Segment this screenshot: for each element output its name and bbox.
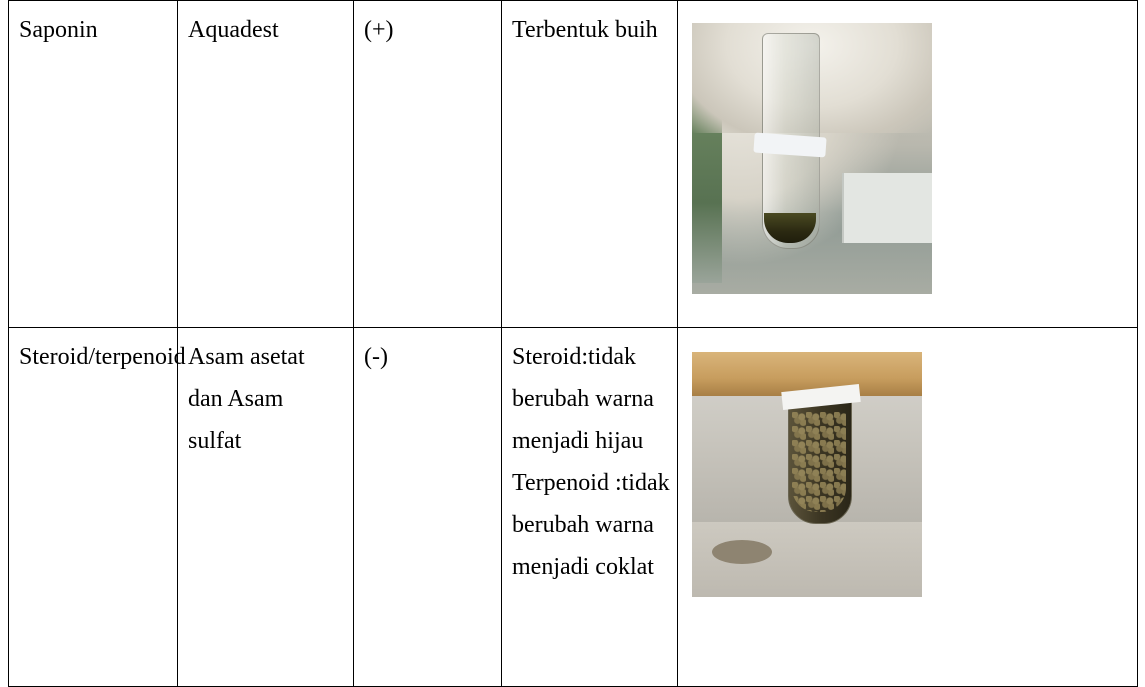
observation-line: menjadi hijau: [512, 428, 644, 454]
compound-cell: [9, 328, 186, 687]
result-text: (+): [364, 17, 394, 43]
photo-cell: [678, 1, 1138, 328]
observation-line: Terpenoid :tidak: [512, 470, 670, 496]
reagent-cell: [178, 328, 354, 687]
observation-line: berubah warna: [512, 512, 654, 538]
table-row: [9, 1, 1138, 328]
observation-cell: [502, 1, 678, 328]
saponin-test-tube-photo: [692, 23, 932, 294]
reagent-cell: [178, 1, 354, 328]
observation-line: Terbentuk buih: [512, 17, 658, 43]
observation-text: [502, 328, 677, 588]
result-cell: [354, 1, 502, 328]
reagent-line: Aquadest: [188, 17, 279, 43]
photo-dish: [712, 540, 772, 564]
steroid-terpenoid-test-tube-photo: [692, 352, 922, 597]
reagent-line: Asam asetat: [188, 344, 305, 370]
photo-cell: [678, 328, 1138, 687]
result-cell: [354, 328, 502, 687]
compound-text: Steroid/terpenoid: [19, 344, 186, 370]
photo-tube-precipitate: [792, 412, 846, 512]
observation-text: [502, 1, 677, 51]
reagent-text: [178, 1, 353, 51]
compound-cell: [9, 1, 178, 328]
table-row: [9, 328, 1138, 687]
photo-background-box: [842, 173, 932, 243]
compound-text: Saponin: [19, 17, 98, 43]
phytochemical-results-table: [8, 0, 1138, 687]
result-text: (-): [364, 344, 388, 370]
observation-line: menjadi coklat: [512, 554, 654, 580]
observation-line: berubah warna: [512, 386, 654, 412]
reagent-line: dan Asam: [188, 386, 284, 412]
observation-cell: [502, 328, 678, 687]
reagent-line: sulfat: [188, 428, 242, 454]
reagent-text: [178, 328, 353, 462]
observation-line: Steroid:tidak: [512, 344, 636, 370]
